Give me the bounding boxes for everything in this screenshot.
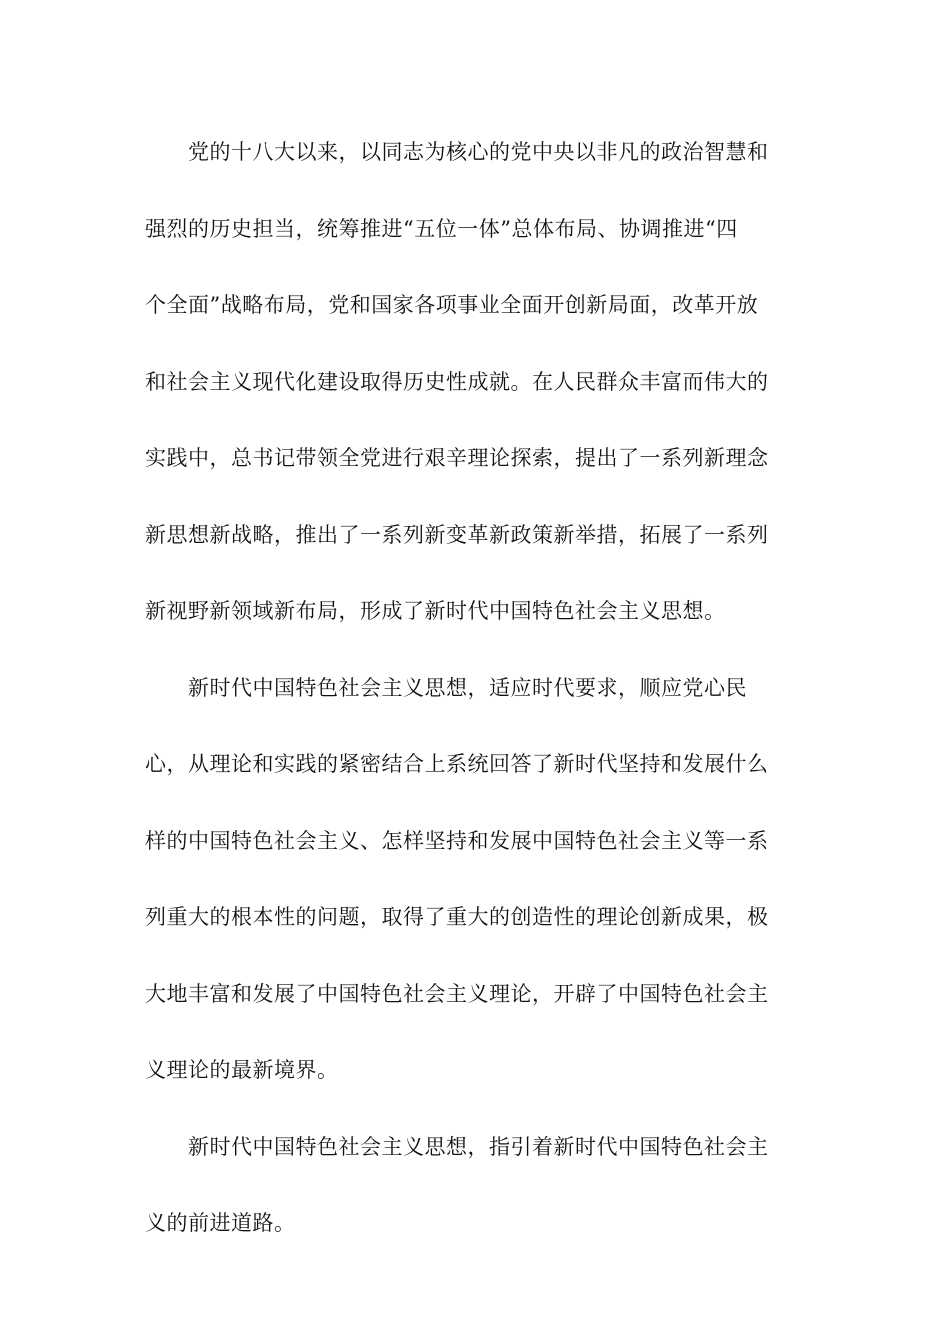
paragraph-1	[145, 126, 792, 662]
text-line: 个全面”战略布局，党和国家各项事业全面开创新局面，改革开放	[145, 293, 759, 317]
text-line: 和社会主义现代化建设取得历史性成就。在人民群众丰富而伟大的	[145, 369, 769, 394]
text-line: 强烈的历史担当，统筹推进“五位一体”总体布局、协调推进“四	[145, 216, 738, 241]
text-line: 新时代中国特色社会主义思想，指引着新时代中国特色社会主	[188, 1134, 769, 1159]
text-line: 实践中，总书记带领全党进行艰辛理论探索，提出了一系列新理念	[145, 446, 769, 470]
paragraph-2	[145, 662, 792, 1121]
paragraph-3	[145, 1121, 792, 1274]
text-line: 新视野新领域新布局，形成了新时代中国特色社会主义思想。	[145, 599, 726, 623]
text-line: 心，从理论和实践的紧密结合上系统回答了新时代坚持和发展什么	[145, 752, 769, 776]
text-line: 列重大的根本性的问题，取得了重大的创造性的理论创新成果，极	[145, 905, 769, 929]
text-line: 新时代中国特色社会主义思想，适应时代要求，顺应党心民	[188, 675, 747, 700]
text-line: 大地丰富和发展了中国特色社会主义理论，开辟了中国特色社会主	[145, 981, 769, 1006]
text-line: 样的中国特色社会主义、怎样坚持和发展中国特色社会主义等一系	[145, 828, 769, 853]
text-line: 新思想新战略，推出了一系列新变革新政策新举措，拓展了一系列	[145, 522, 769, 547]
text-line: 义的前进道路。	[145, 1211, 296, 1235]
text-line: 义理论的最新境界。	[145, 1058, 339, 1082]
text-line: 党的十八大以来，以同志为核心的党中央以非凡的政治智慧和	[188, 140, 769, 164]
